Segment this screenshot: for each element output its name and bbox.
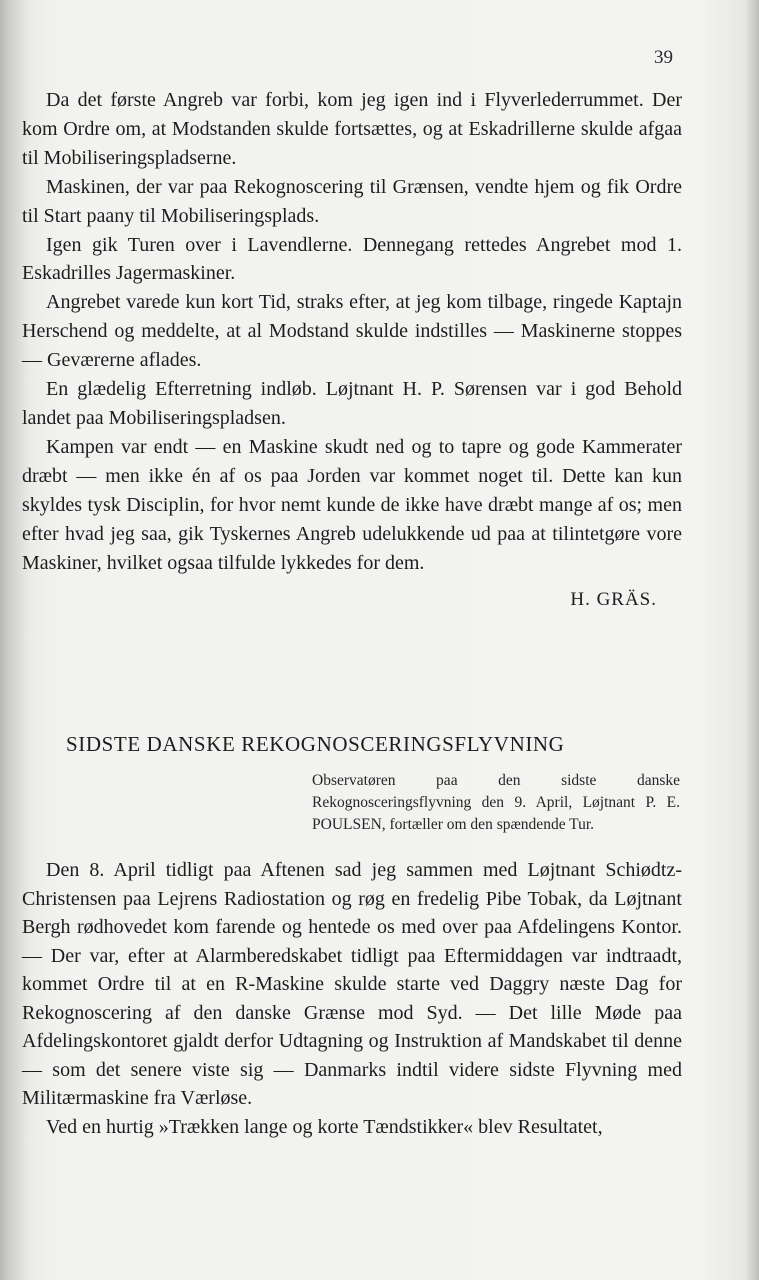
paragraph: Maskinen, der var paa Rekognoscering til Grænsen, vendte hjem og fik Ordre til Start paany til Mobiliseringsplads. (22, 175, 682, 227)
paragraph: Den 8. April tidligt paa Aftenen sad jeg sammen med Løjtnant Schiødtz-Christensen paa Lejrens Radiostation og røg en fredelig Pibe Tobak, da Løjtnant Bergh rødhovedet kom farende og hentede os med over paa Afdelingens Kontor. — Der var, efter at Alarmberedskabet tidligt paa Eftermiddagen var indtraadt, kommet Ordre til at en R-Maskine skulde starte ved Daggry næste Dag for Rekognoscering af den danske Grænse mod Syd. — Det lille Møde paa Afdelingskontoret gjaldt derfor Udtagning og Instruktion af Mandskabet til denne — som det senere viste sig — Danmarks indtil videre sidste Flyvning med Militærmaskine fra Værløse. (22, 859, 682, 1109)
top-body-text (22, 86, 682, 577)
author-signature: H. GRÄS. (570, 589, 657, 610)
section-heading: SIDSTE DANSKE REKOGNOSCERINGSFLYVNING (66, 732, 565, 756)
paragraph: En glædelig Efterretning indløb. Løjtnant H. P. Sørensen var i god Behold landet paa Mobiliseringspladsen. (22, 378, 682, 429)
paragraph: Da det første Angreb var forbi, kom jeg igen ind i Flyverlederrummet. Der kom Ordre om, at Modstanden skulde fortsættes, og at Eskadrillerne skulde afgaa til Mobiliseringspladserne. (22, 89, 682, 169)
paragraph: Ved en hurtig »Trækken lange og korte Tændstikker« blev Resultatet, (46, 1115, 603, 1138)
section-subtitle: Observatøren paa den sidste danske Rekognosceringsflyvning den 9. April, Løjtnant P. E. POULSEN, fortæller om den spændende Tur. (312, 772, 680, 833)
paragraph: Angrebet varede kun kort Tid, straks efter, at jeg kom tilbage, ringede Kaptajn Herschend og meddelte, at al Modstand skulde indstilles — Maskinerne stoppes — Geværerne aflades. (22, 291, 682, 372)
paragraph: Kampen var endt — en Maskine skudt ned og to tapre og gode Kammerater dræbt — men ikke én af os paa Jorden var kommet noget til. Dette kan kun skyldes tysk Disciplin, for hvor nemt kunde de ikke have dræbt mange af os; men efter hvad jeg saa, gik Tyskernes Angreb udelukkende ud paa at tilintetgøre vore Maskiner, hvilket ogsaa tilfulde lykkedes for dem. (22, 435, 682, 574)
bottom-body-text (22, 856, 682, 1141)
page-number: 39 (654, 47, 673, 68)
paragraph: Igen gik Turen over i Lavendlerne. Dennegang rettedes Angrebet mod 1. Eskadrilles Jagermaskiner. (22, 233, 682, 285)
